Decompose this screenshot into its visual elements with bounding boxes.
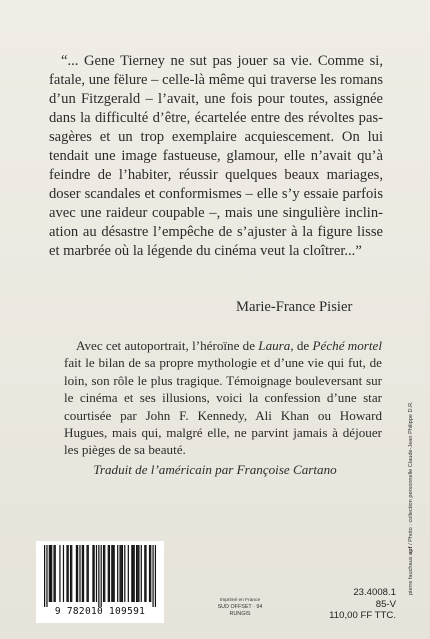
barcode-bar <box>83 545 84 602</box>
isbn-barcode <box>36 541 164 623</box>
barcode-bar <box>51 545 52 602</box>
barcode-bar <box>55 545 56 602</box>
barcode-bar <box>46 545 47 607</box>
catalog-reference: 23.4008.1 <box>353 587 396 598</box>
translator-prefix: Traduit de l’américain par <box>93 462 237 477</box>
photo-source: / Photo : collection personnelle Claude-Jean Philippe D.R. <box>408 401 414 547</box>
barcode-bar <box>44 545 45 607</box>
film-title-laura: Laura <box>258 338 291 353</box>
barcode-bar <box>109 545 110 602</box>
barcode-bar <box>145 545 146 602</box>
barcode-bar <box>53 545 54 602</box>
barcode-bar <box>122 545 123 602</box>
barcode-bar <box>71 545 72 602</box>
barcode-bar <box>88 545 89 602</box>
quote-line: d’un Fitzgerald – l’avait, une fois pour toutes, assignée <box>49 91 383 107</box>
barcode-bar <box>117 545 118 602</box>
barcode-bar <box>50 545 51 602</box>
barcode-bars <box>44 545 156 607</box>
barcode-bar <box>92 545 93 602</box>
barcode-bar <box>119 545 120 602</box>
quote-line: avec une raideur coupable –, mais une singulière inclin- <box>49 205 383 221</box>
barcode-bar <box>144 545 145 602</box>
quote-line: tendait une image fastueuse, glamour, elle n’avait qu’à <box>49 148 383 164</box>
barcode-bar <box>132 545 133 602</box>
photographer-name: pierre fauchaux <box>408 556 414 595</box>
barcode-bar <box>49 545 50 602</box>
quote-line: fatale, une fëlure – celle-là même qui traverse les romans <box>49 72 383 88</box>
barcode-bar <box>121 545 122 602</box>
barcode-bar <box>104 545 105 602</box>
barcode-bar <box>131 545 132 602</box>
barcode-bar <box>108 545 109 602</box>
barcode-bar <box>63 545 64 602</box>
barcode-bar <box>68 545 69 602</box>
barcode-bar <box>137 545 138 602</box>
barcode-bar <box>141 545 142 602</box>
quote-author: Marie-France Pisier <box>236 299 353 315</box>
barcode-bar <box>82 545 83 602</box>
quote-line: dans la difficulté d’être, écartelée entre des révoltes pas- <box>49 110 383 126</box>
quote-line: feindre de l’habiter, réussir quelques beaux mariages, <box>49 167 383 183</box>
barcode-bar <box>103 545 104 602</box>
barcode-bar <box>134 545 135 602</box>
quote-line: doser scandales et conformismes – elle s’y essaie parfois <box>49 186 383 202</box>
barcode-bar <box>70 545 71 602</box>
barcode-bar <box>76 545 77 602</box>
barcode-bar <box>128 545 129 602</box>
price: 110,00 FF TTC. <box>329 610 396 621</box>
quote-paragraph <box>49 52 383 261</box>
barcode-bar <box>149 545 150 602</box>
quote-line: “... Gene Tierney ne sut pas jouer sa vie. Comme si, <box>61 53 383 69</box>
blurb-text: , de <box>290 338 313 353</box>
barcode-bar <box>86 545 87 602</box>
barcode-bar <box>111 545 112 602</box>
barcode-bar <box>152 545 153 607</box>
translator-name: Françoise Cartano <box>236 462 337 477</box>
barcode-bar <box>77 545 78 602</box>
printer-country: Imprimé en France <box>219 598 261 603</box>
barcode-bar <box>101 545 102 607</box>
barcode-bar <box>66 545 67 602</box>
barcode-bar <box>112 545 113 602</box>
barcode-bar <box>79 545 80 602</box>
printer-info <box>208 597 272 618</box>
barcode-bar <box>124 545 125 602</box>
film-title-peche-mortel: Péché mortel <box>312 338 382 353</box>
catalog-codes <box>316 587 396 622</box>
barcode-bar <box>136 545 137 602</box>
barcode-bar <box>96 545 97 602</box>
photo-credit <box>407 285 415 595</box>
barcode-bar <box>94 545 95 602</box>
catalog-category: 85-V <box>375 598 396 610</box>
quote-line: ation au désastre l’empêche de s’ajuster à la figure lisse <box>49 224 383 240</box>
translator-credit <box>0 462 430 478</box>
barcode-bar <box>98 545 99 607</box>
barcode-bar <box>114 545 115 602</box>
barcode-bar <box>150 545 151 602</box>
quote-line: et marbrée où la légende du cinéma veut la cloîtrer...” <box>49 243 362 259</box>
isbn-digits: 9 782010 109591 <box>54 606 146 617</box>
barcode-bar <box>59 545 60 602</box>
printer-name: SUD OFFSET · 94 RUNGIS <box>217 604 263 617</box>
quote-line: sagères et un trop exemplaire acquiescement. On lui <box>49 129 383 145</box>
barcode-bar <box>155 545 156 607</box>
barcode-bar <box>138 545 139 602</box>
blurb-paragraph <box>64 337 382 459</box>
blurb-text: Avec cet autoportrait, l’héroïne de <box>76 338 259 353</box>
agency-name: apf <box>408 546 414 555</box>
blurb-text: fait le bilan de sa propre mythologie et d’une vie qui fut, de loin, son rôle le plus tragique. Témoignage bouleversant sur le cinéma et ses illusions, voici la confession d’une star courtisée par John F. Kennedy, Ali Khan ou Howard Hugues, mais qui, malgré elle, ne parvint jamais à déjouer les pièges de sa beauté. <box>64 355 382 458</box>
